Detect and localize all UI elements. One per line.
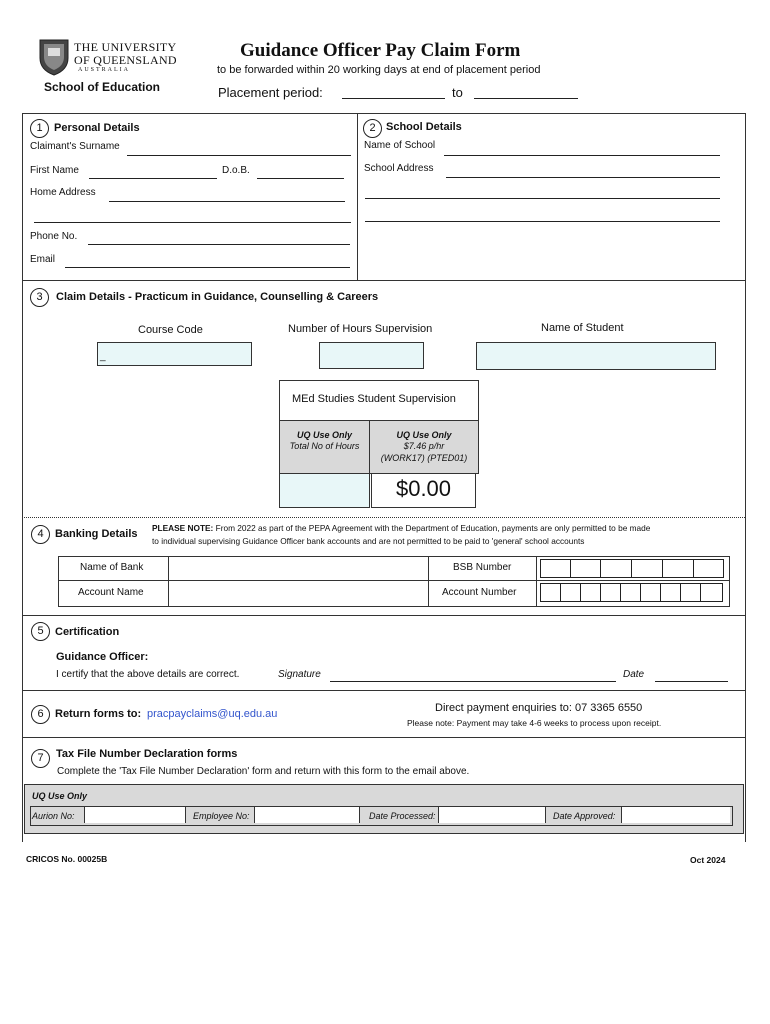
signature-label: Signature [278,669,321,680]
total-hours-input[interactable] [279,473,370,508]
processed-label: Date Processed: [369,811,436,821]
processed-input[interactable] [438,807,546,823]
first-name-field[interactable] [89,178,217,179]
email-label: Email [30,254,56,265]
section-2-number: 2 [363,119,382,138]
page-title: Guidance Officer Pay Claim Form [240,40,521,61]
note-line-2: to individual supervising Guidance Officer bank accounts and are not permitted to be paid to 'general' school accounts [152,536,585,546]
student-name-label: Name of Student [541,322,624,334]
section-1-number: 1 [30,119,49,138]
school-name: School of Education [44,80,160,94]
return-forms-label: Return forms to: [55,708,142,720]
approved-label: Date Approved: [553,811,616,821]
return-email-link[interactable]: pracpayclaims@uq.edu.au [147,708,278,720]
payment-note: Please note: Payment may take 4-6 weeks to process upon receipt. [407,718,662,728]
claim-details-heading: Claim Details - Practicum in Guidance, Counselling & Careers [56,291,379,303]
phone-field[interactable] [88,244,350,245]
university-logo [38,38,178,78]
work-code-label: (WORK17) (PTED01) [380,453,468,463]
aurion-label: Aurion No: [32,811,75,821]
employee-label: Employee No: [193,811,250,821]
med-supervision-title: MEd Studies Student Supervision [292,393,456,405]
payment-enquiries: Direct payment enquiries to: 07 3365 6550 [435,702,643,714]
date-field[interactable] [655,681,728,682]
banking-note [152,522,742,548]
university-name-3: AUSTRALIA [78,67,130,73]
section-6-number: 6 [31,705,50,724]
course-code-label: Course Code [138,324,203,336]
dob-field[interactable] [257,178,344,179]
cricos-number: CRICOS No. 00025B [26,854,108,864]
school-address-field[interactable] [446,177,720,178]
certify-statement: I certify that the above details are correct. [56,669,240,680]
surname-field[interactable] [127,155,351,156]
section-5-number: 5 [31,622,50,641]
home-address-field[interactable] [109,201,345,202]
aurion-input[interactable] [84,807,186,823]
student-name-input[interactable] [476,342,716,370]
email-field[interactable] [65,267,350,268]
university-name-2: OF QUEENSLAND [74,53,177,67]
section-7-number: 7 [31,749,50,768]
uq-use-label-2: UQ Use Only [396,430,452,440]
section-3-number: 3 [30,288,49,307]
uq-use-heading: UQ Use Only [32,791,88,801]
home-address-field-2[interactable] [34,222,351,223]
university-name-1: THE UNIVERSITY [74,40,177,54]
personal-details-heading: Personal Details [54,122,140,134]
placement-end-field[interactable] [474,98,578,99]
tax-instructions: Complete the 'Tax File Number Declaration' form and return with this form to the email above. [57,766,470,777]
dob-label: D.o.B. [222,165,250,176]
note-line-1: From 2022 as part of the PEPA Agreement with the Department of Education, payments are only permitted to be made [215,523,651,533]
form-date: Oct 2024 [690,855,726,865]
approved-input[interactable] [621,807,730,823]
rate-label: $7.46 p/hr [403,441,445,451]
hours-label: Number of Hours Supervision [288,323,433,335]
tax-heading: Tax File Number Declaration forms [56,748,238,760]
school-address-label: School Address [364,163,434,174]
school-address-field-3[interactable] [365,221,720,222]
hours-input[interactable] [319,342,424,369]
school-details-heading: School Details [386,121,462,133]
account-number-label: Account Number [442,587,517,598]
date-label: Date [623,669,645,680]
certification-heading: Certification [55,626,120,638]
bank-name-input[interactable] [169,557,428,580]
signature-field[interactable] [330,681,616,682]
crest-icon [38,38,70,76]
school-name-field[interactable] [444,155,720,156]
account-name-label: Account Name [78,587,144,598]
bank-name-label: Name of Bank [80,562,144,573]
phone-label: Phone No. [30,231,78,242]
home-address-label: Home Address [30,187,96,198]
uq-use-label-1: UQ Use Only [296,430,352,440]
employee-input[interactable] [254,807,360,823]
banking-details-heading: Banking Details [55,528,138,540]
placement-label: Placement period: [218,85,323,100]
guidance-officer-label: Guidance Officer: [56,651,149,663]
total-hours-label: Total No of Hours [289,441,360,451]
section-4-number: 4 [31,525,50,544]
page-subtitle: to be forwarded within 20 working days at end of placement period [217,64,541,76]
bsb-label: BSB Number [453,562,512,573]
placement-to-label: to [452,85,463,100]
first-name-label: First Name [30,165,79,176]
placement-start-field[interactable] [342,98,445,99]
note-bold: PLEASE NOTE: [152,523,214,533]
school-address-field-2[interactable] [365,198,720,199]
school-name-label: Name of School [364,140,436,151]
course-code-input[interactable]: _ [97,342,252,366]
amount-value: $0.00 [395,476,452,501]
account-name-input[interactable] [169,581,428,605]
surname-label: Claimant's Surname [30,141,120,152]
